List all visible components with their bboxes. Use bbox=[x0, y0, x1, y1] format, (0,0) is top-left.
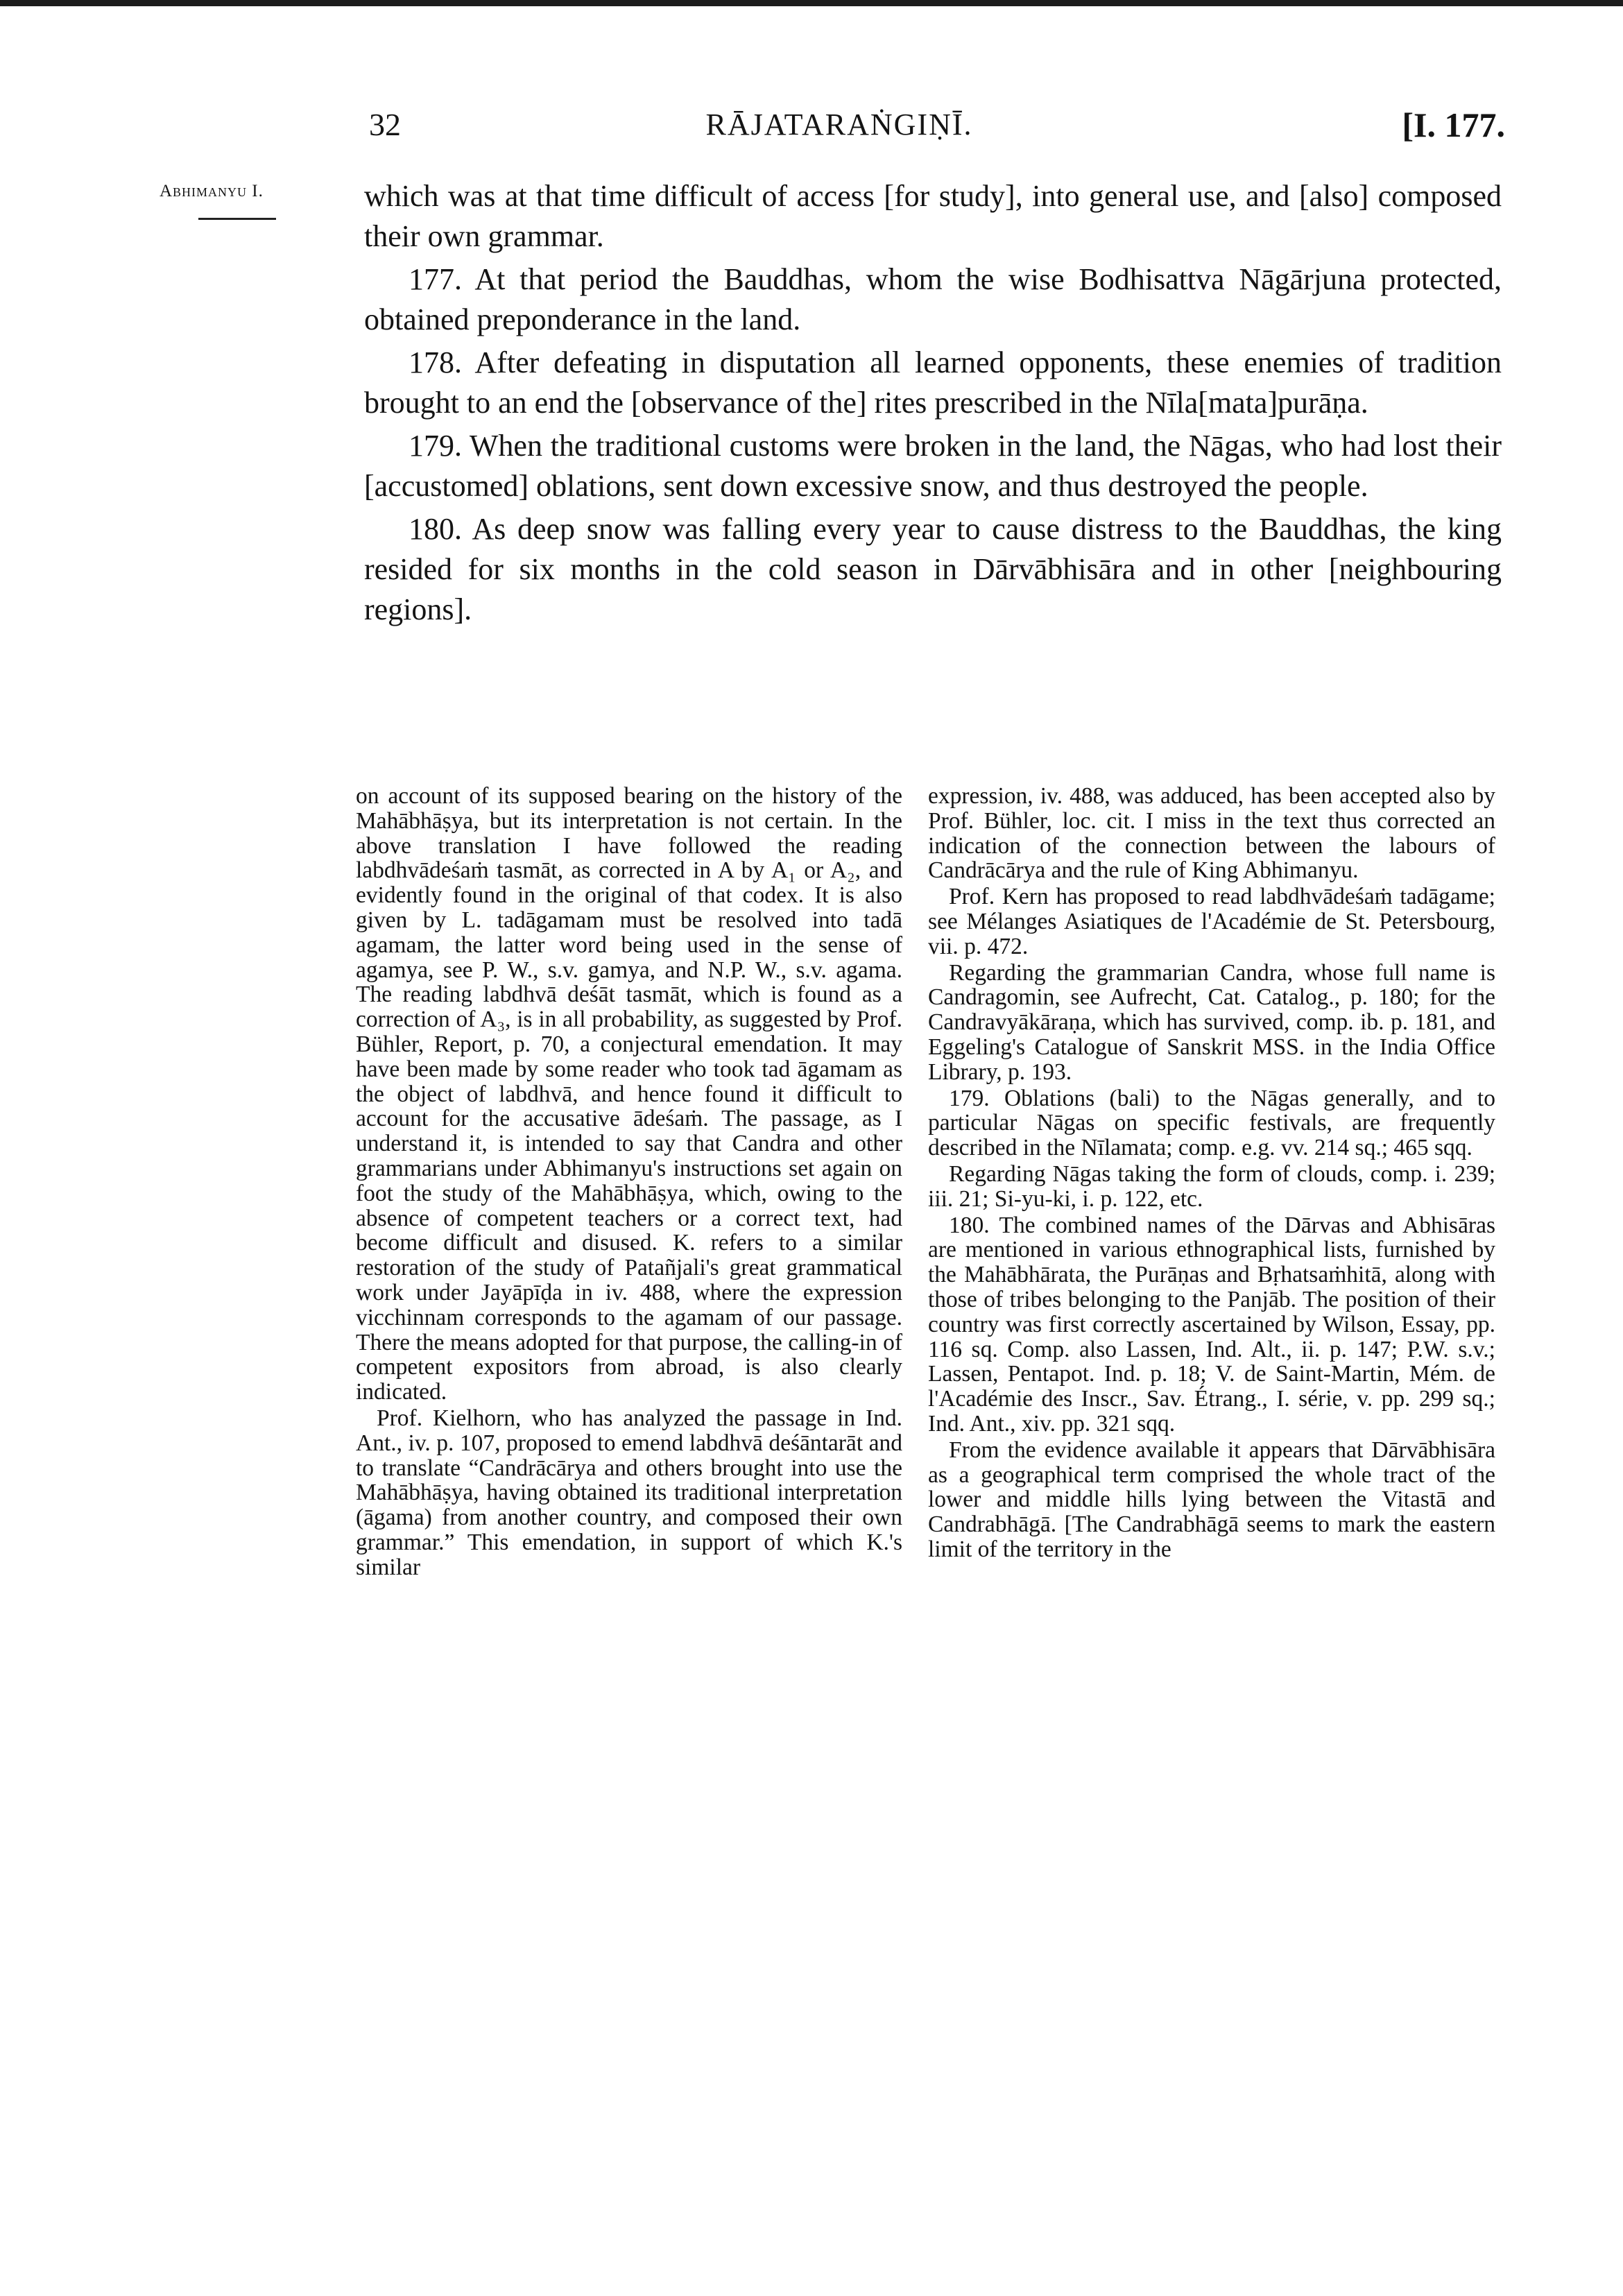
note-paragraph: 179. Oblations (bali) to the Nāgas generally, and to particular Nāgas on specific festivals, are frequently described in the Nīlamata; comp. e.g. vv. 214 sq.; 465 sqq. bbox=[928, 1085, 1495, 1161]
notes-right-column bbox=[928, 784, 1495, 1563]
verse-continuation: which was at that time difficult of access [for study], into general use, and [also] composed their own grammar. bbox=[364, 179, 1502, 253]
margin-note-rule bbox=[198, 218, 276, 220]
note-paragraph: Regarding the grammarian Candra, whose full name is Candragomin, see Aufrecht, Cat. Catalog., p. 180; for the Candravyākāraṇa, which has survived, comp. ib. p. 181, and Eggeling's Catalogue of Sanskrit MSS. in the India Office Library, p. 193. bbox=[928, 959, 1495, 1085]
note-paragraph: From the evidence available it appears that Dārvābhisāra as a geographical term comprised the whole tract of the lower and middle hills lying between the Vitastā and Candrabhāgā. [The Candrabhāgā seems to mark the eastern limit of the territory in the bbox=[928, 1437, 1495, 1562]
top-edge-rule bbox=[0, 0, 1623, 6]
running-title: RĀJATARAṄGIṆĪ. bbox=[705, 108, 973, 142]
translation-text bbox=[364, 176, 1502, 633]
note-paragraph: expression, iv. 488, was adduced, has been accepted also by Prof. Bühler, loc. cit. I miss in the text thus corrected an indication of the connection between the labours of Candrācārya and the rule of King Abhimanyu. bbox=[928, 783, 1495, 884]
verse-177: 177. At that period the Bauddhas, whom the wise Bodhisattva Nāgārjuna protected, obtained preponderance in the land. bbox=[364, 262, 1502, 336]
page-number: 32 bbox=[369, 107, 401, 142]
note-paragraph: Regarding Nāgas taking the form of clouds, comp. i. 239; iii. 21; Si-yu-ki, i. p. 122, etc. bbox=[928, 1160, 1495, 1212]
verse-179: 179. When the traditional customs were broken in the land, the Nāgas, who had lost their [accustomed] oblations, sent down excessive snow, and thus destroyed the people. bbox=[364, 429, 1502, 503]
notes-left-column bbox=[356, 784, 902, 1582]
note-paragraph: Prof. Kern has proposed to read labdhvādeśaṁ tadāgame; see Mélanges Asiatiques de l'Académie de St. Petersbourg, vii. p. 472. bbox=[928, 884, 1495, 959]
verse-180: 180. As deep snow was falling every year to cause distress to the Bauddhas, the king resided for six months in the cold season in Dārvābhisāra and in other [neighbouring regions]. bbox=[364, 512, 1502, 626]
note-paragraph: 180. The combined names of the Dārvas and Abhisāras are mentioned in various ethnographical lists, furnished by the Mahābhārata, the Purāṇas and Bṛhatsaṁhitā, along with those of tribes belonging to the Panjāb. The position of their country was first correctly ascertained by Wilson, Essay, pp. 116 sq. Comp. also Lassen, Ind. Alt., ii. p. 147; P.W. s.v.; Lassen, Pentapot. Ind. p. 18; V. de Saint-Martin, Mém. de l'Académie des Inscr., Sav. Étrang., I. série, v. pp. 299 sq.; Ind. Ant., xiv. pp. 321 sqq. bbox=[928, 1212, 1495, 1437]
margin-note: Abhimanyu I. bbox=[160, 182, 264, 200]
verse-178: 178. After defeating in disputation all learned opponents, these enemies of tradition brought to an end the [observance of the] rites prescribed in the Nīla[mata]purāṇa. bbox=[364, 345, 1502, 420]
note-paragraph: on account of its supposed bearing on the history of the Mahābhāṣya, but its interpretation is not certain. In the above translation I have followed the reading labdhvādeśaṁ tasmāt, as corrected in A by A₁ or A₂, and evidently found in the original of that codex. It is also given by L. tadāgamam must be resolved into tadā agamam, the latter word being used in the sense of agamya, see P. W., s.v. gamya, and N.P. W., s.v. agama. The reading labdhvā deśāt tasmāt, which is found as a correction of A₃, is in all probability, as suggested by Prof. Bühler, Report, p. 70, a conjectural emendation. It may have been made by some reader who took tad āgamam as the object of labdhvā, and hence found it difficult to account for the accusative ādeśaṁ. The passage, as I understand it, is intended to say that Candra and other grammarians under Abhimanyu's instructions set again on foot the study of the Mahābhāṣya, which, owing to the absence of competent teachers or a correct text, had become difficult and disused. K. refers to a similar restoration of the study of Patañjali's great grammatical work under Jayāpīḍa in iv. 488, where the expression vicchinnam corresponds to the agamam of our passage. There the means adopted for that purpose, the calling-in of competent expositors from abroad, is also clearly indicated. bbox=[356, 783, 902, 1405]
section-reference: [I. 177. bbox=[1402, 105, 1505, 144]
note-paragraph: Prof. Kielhorn, who has analyzed the passage in Ind. Ant., iv. p. 107, proposed to emend labdhvā deśāntarāt and to translate “Candrācārya and others brought into use the Mahābhāṣya, having obtained its traditional interpretation (āgama) from another country, and composed their own grammar.” This emendation, in support of which K.'s similar bbox=[356, 1405, 902, 1580]
